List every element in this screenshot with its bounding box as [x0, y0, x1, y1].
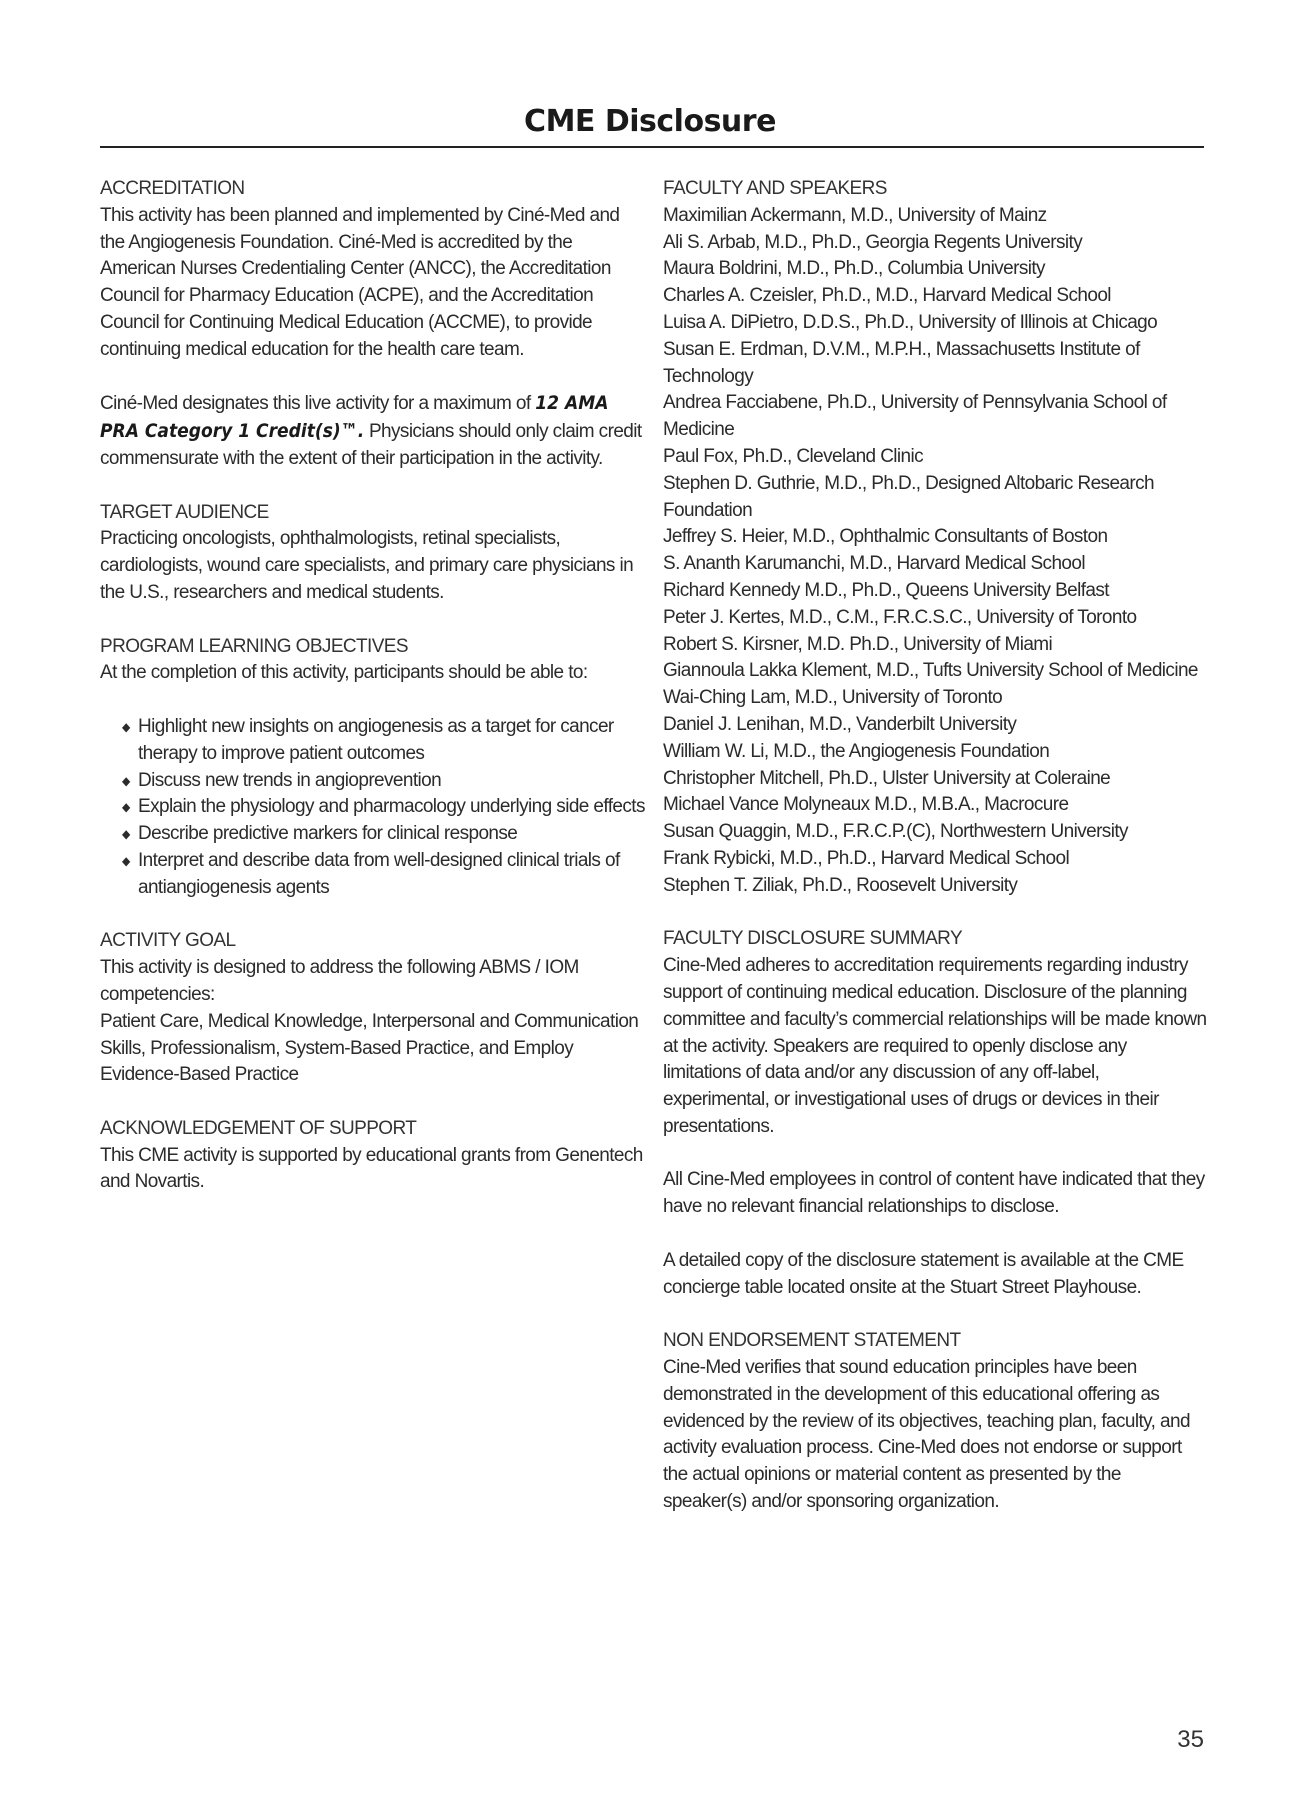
non-endorsement-text: Cine-Med verifies that sound education principles have been demonstrated in the development of this educational offering as evidenced by the review of its objectives, teaching plan, faculty, and activity evaluation process. Cine-Med does not endorse or support the actual opinions or material content as presented by the speaker(s) and/or sponsoring organization.	[663, 1357, 1190, 1513]
faculty-item: Charles A. Czeisler, Ph.D., M.D., Harvard Medical School	[663, 285, 1111, 307]
faculty-item: Luisa A. DiPietro, D.D.S., Ph.D., University of Illinois at Chicago	[663, 311, 1158, 333]
faculty-item: Jeffrey S. Heier, M.D., Ophthalmic Consultants of Boston	[663, 526, 1108, 548]
faculty-item: Peter J. Kertes, M.D., C.M., F.R.C.S.C., University of Toronto	[663, 606, 1137, 628]
employee-disclosure-text: All Cine-Med employees in control of content have indicated that they have no relevant financial relationships to disclose.	[663, 1169, 1205, 1218]
faculty-item: Christopher Mitchell, Ph.D., Ulster University at Coleraine	[663, 767, 1111, 789]
disclosure-section	[663, 926, 1208, 1301]
support-text: This CME activity is supported by educational grants from Genentech and Novartis.	[100, 1144, 643, 1193]
support-section	[100, 1116, 645, 1196]
faculty-item: Giannoula Lakka Klement, M.D., Tufts University School of Medicine	[663, 660, 1198, 682]
faculty-item: Paul Fox, Ph.D., Cleveland Clinic	[663, 445, 924, 467]
faculty-item: Richard Kennedy M.D., Ph.D., Queens University Belfast	[663, 579, 1109, 601]
activity-goal-section	[100, 928, 645, 1089]
faculty-item: Frank Rybicki, M.D., Ph.D., Harvard Medical School	[663, 847, 1070, 869]
bullet-icon: ◆	[122, 773, 130, 788]
objectives-intro: At the completion of this activity, participants should be able to:	[100, 662, 588, 684]
faculty-heading: FACULTY AND SPEAKERS	[663, 178, 887, 199]
activity-goal-heading: ACTIVITY GOAL	[100, 930, 236, 952]
objective-item: ◆ Highlight new insights on angiogenesis as a target for cancer therapy to improve patient outcomes	[122, 715, 614, 764]
ama-credit-label: 12 AMA PRA Category 1 Credit(s)™.	[100, 392, 609, 443]
objective-item: ◆ Describe predictive markers for clinical response	[122, 821, 645, 848]
support-heading: ACKNOWLEDGEMENT OF SUPPORT	[100, 1117, 417, 1139]
bullet-icon: ◆	[122, 800, 130, 815]
right-column	[663, 176, 1208, 1543]
target-audience-heading: TARGET AUDIENCE	[100, 501, 269, 523]
objective-item: ◆ Explain the physiology and pharmacology underlying side effects	[122, 794, 645, 821]
target-audience-text: Practicing oncologists, ophthalmologists, retinal specialists, cardiologists, wound care specialists, and primary care physicians in the U.S., researchers and medical students.	[100, 528, 634, 603]
faculty-item: S. Ananth Karumanchi, M.D., Harvard Medical School	[663, 553, 1085, 575]
left-column	[100, 176, 645, 1223]
credit-designation-text	[100, 390, 645, 472]
accreditation-heading: ACCREDITATION	[100, 178, 245, 199]
disclosure-copy-text: A detailed copy of the disclosure statement is available at the CME concierge table located onsite at the Stuart Street Playhouse.	[663, 1249, 1184, 1298]
bullet-icon: ◆	[122, 827, 130, 842]
faculty-item: Ali S. Arbab, M.D., Ph.D., Georgia Regents University	[663, 231, 1083, 253]
faculty-item: Daniel J. Lenihan, M.D., Vanderbilt University	[663, 713, 1017, 735]
activity-goal-competencies: Patient Care, Medical Knowledge, Interpersonal and Communication Skills, Professionalism, System-Based Practice, and Employ Evidence-Based Practice	[100, 1010, 639, 1086]
faculty-item: Andrea Facciabene, Ph.D., University of Pennsylvania School of Medicine	[663, 392, 1167, 441]
faculty-item: William W. Li, M.D., the Angiogenesis Foundation	[663, 740, 1050, 762]
faculty-item: Michael Vance Molyneaux M.D., M.B.A., Macrocure	[663, 794, 1069, 816]
faculty-item: Stephen D. Guthrie, M.D., Ph.D., Designed Altobaric Research Foundation	[663, 472, 1154, 521]
objective-item: ◆ Discuss new trends in angioprevention	[122, 768, 645, 795]
title-divider	[100, 146, 1204, 148]
bullet-icon: ◆	[122, 719, 130, 734]
faculty-item: Susan Quaggin, M.D., F.R.C.P.(C), Northwestern University	[663, 821, 1128, 843]
disclosure-text: Cine-Med adheres to accreditation requirements regarding industry support of continuing medical education. Disclosure of the planning committee and faculty’s commercial relationships will be made known at the activity. Speakers are required to openly disclose any limitations of data and/or any discussion of any off-label, experimental, or investigational uses of drugs or devices in their presentations.	[663, 955, 1207, 1137]
credit-text-post: Physicians should only claim credit commensurate with the extent of their participation in the activity.	[100, 421, 642, 469]
faculty-item: Robert S. Kirsner, M.D. Ph.D., University of Miami	[663, 633, 1053, 655]
faculty-list	[663, 203, 1208, 900]
accreditation-section	[100, 176, 645, 473]
accreditation-text: This activity has been planned and implemented by Ciné-Med and the Angiogenesis Foundation. Ciné-Med is accredited by the American Nurses Credentialing Center (ANCC), the Accreditation Council for Pharmacy Education (ACPE), and the Accreditation Council for Continuing Medical Education (ACCME), to provide continuing medical education for the health care team.	[100, 204, 620, 360]
activity-goal-intro: This activity is designed to address the following ABMS / IOM competencies:	[100, 957, 579, 1005]
non-endorsement-heading: NON ENDORSEMENT STATEMENT	[663, 1330, 961, 1352]
objectives-list	[100, 714, 645, 902]
objectives-section	[100, 634, 645, 902]
objectives-heading: PROGRAM LEARNING OBJECTIVES	[100, 635, 408, 657]
target-audience-section	[100, 500, 645, 607]
page-title: CME Disclosure	[524, 104, 776, 139]
faculty-item: Wai-Ching Lam, M.D., University of Toronto	[663, 687, 1003, 709]
faculty-section	[663, 176, 1208, 900]
faculty-item: Maura Boldrini, M.D., Ph.D., Columbia University	[663, 258, 1045, 280]
non-endorsement-section	[663, 1328, 1208, 1516]
faculty-item: Susan E. Erdman, D.V.M., M.P.H., Massachusetts Institute of Technology	[663, 338, 1140, 387]
bullet-icon: ◆	[122, 853, 130, 868]
credit-text-pre: Ciné-Med designates this live activity for a maximum of	[100, 393, 536, 415]
page-number: 35	[1177, 1726, 1204, 1753]
faculty-item: Stephen T. Ziliak, Ph.D., Roosevelt University	[663, 874, 1018, 896]
disclosure-heading: FACULTY DISCLOSURE SUMMARY	[663, 928, 963, 950]
faculty-item: Maximilian Ackermann, M.D., University of Mainz	[663, 204, 1047, 226]
objective-item: ◆ Interpret and describe data from well-designed clinical trials of antiangiogenesis agents	[122, 849, 620, 898]
